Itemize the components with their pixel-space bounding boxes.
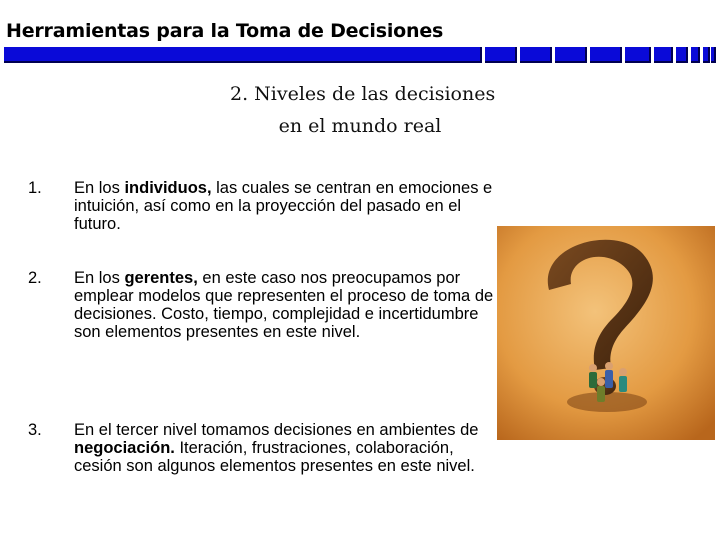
list-item-number: 3.	[28, 421, 42, 439]
list-item-number: 1.	[28, 179, 42, 197]
page-title: Herramientas para la Toma de Decisiones	[6, 20, 444, 42]
subtitle-line-2: en el mundo real	[278, 115, 442, 137]
list-item-text: En los individuos, las cuales se centran en emociones e intuición, así como en la proyección del pasado en el futuro.	[74, 179, 493, 233]
question-mark-people-image	[497, 226, 715, 440]
header-decorative-bar	[4, 47, 714, 65]
list-item-number: 2.	[28, 269, 42, 287]
subtitle-line-1: 2. Niveles de las decisiones	[230, 83, 496, 105]
list-item-text: En el tercer nivel tomamos decisiones en ambientes de negociación. Iteración, frustraciones, colaboración, cesión son algunos elementos presentes en este nivel.	[74, 421, 479, 475]
list-item-text: En los gerentes, en este caso nos preocupamos por emplear modelos que representen el proceso de toma de decisiones. Costo, tiempo, complejidad e incertidumbre son elementos presentes en este nivel.	[74, 269, 494, 341]
slide-subtitle	[230, 78, 496, 142]
